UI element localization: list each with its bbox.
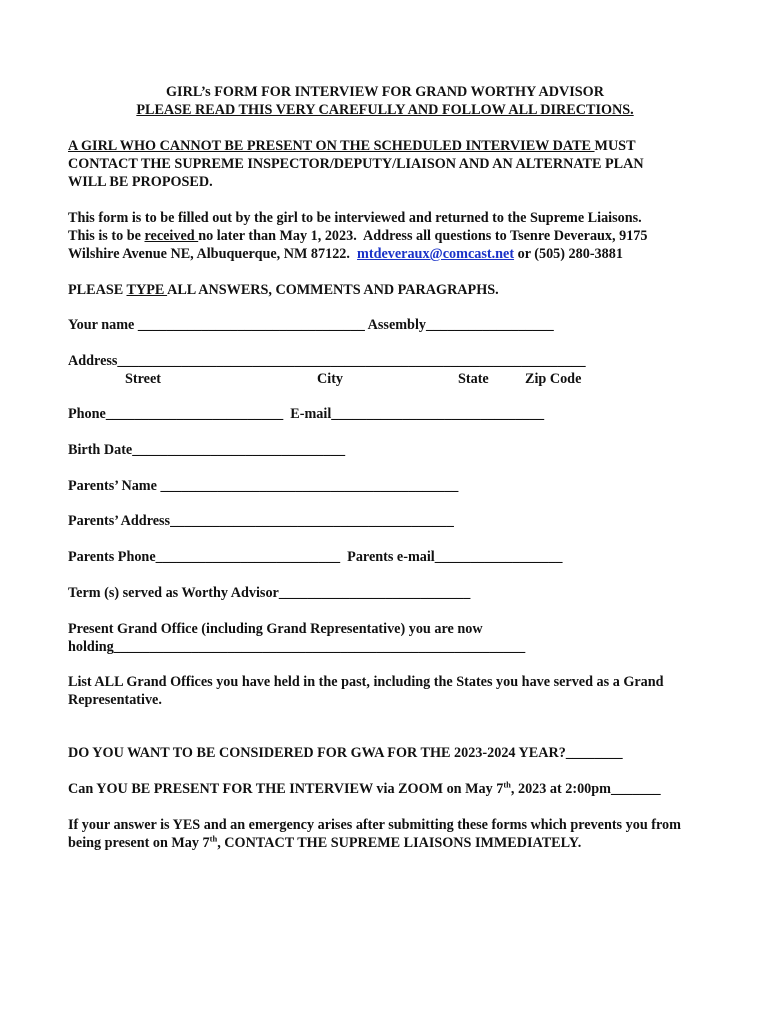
instructions-line-3 xyxy=(68,245,623,263)
instructions-line-2 xyxy=(68,227,648,245)
address-zip-label: Zip Code xyxy=(525,371,582,387)
phone-email-field[interactable]: Phone_________________________ E-mail______________________________ xyxy=(68,406,545,422)
present-office-field[interactable]: holding__________________________________________________________ xyxy=(68,639,526,655)
type-underlined: TYPE xyxy=(126,282,168,298)
emergency-note-1: If your answer is YES and an emergency arises after submitting these forms which prevents you from xyxy=(68,817,681,833)
ordinal-suffix: th xyxy=(209,833,218,844)
zoom-question-text: , 2023 at 2:00pm_______ xyxy=(510,781,661,797)
emergency-note-2 xyxy=(68,834,581,852)
instructions-text: Wilshire Avenue NE, Albuquerque, NM 87122. xyxy=(68,246,358,262)
notice-line-2: CONTACT THE SUPREME INSPECTOR/DEPUTY/LIAISON AND AN ALTERNATE PLAN xyxy=(68,156,644,172)
notice-rest: MUST xyxy=(594,138,636,154)
notice-underlined: A GIRL WHO CANNOT BE PRESENT ON THE SCHEDULED INTERVIEW DATE xyxy=(68,138,595,154)
address-street-label: Street xyxy=(125,371,161,387)
instructions-line-1: This form is to be filled out by the girl to be interviewed and returned to the Supreme Liaisons. xyxy=(68,210,642,226)
notice-line-3: WILL BE PROPOSED. xyxy=(68,174,213,190)
address-state-label: State xyxy=(458,371,489,387)
instructions-text: or (505) 280-3881 xyxy=(514,246,623,262)
parents-address-field[interactable]: Parents’ Address________________________________________ xyxy=(68,513,454,529)
address-field[interactable]: Address__________________________________________________________________ xyxy=(68,353,586,369)
present-office-label: Present Grand Office (including Grand Representative) you are now xyxy=(68,621,483,637)
notice-line-1 xyxy=(68,137,636,155)
parents-phone-email-field[interactable]: Parents Phone__________________________ Parents e-mail__________________ xyxy=(68,549,563,565)
zoom-question[interactable] xyxy=(68,780,661,798)
past-offices-label-2: Representative. xyxy=(68,692,162,708)
type-note-text: PLEASE xyxy=(68,282,127,298)
type-note xyxy=(68,281,499,299)
birth-date-field[interactable]: Birth Date______________________________ xyxy=(68,442,346,458)
instructions-text: no later than May 1, 2023. Address all questions to Tsenre Deveraux, 9175 xyxy=(198,228,648,244)
gwa-question[interactable]: DO YOU WANT TO BE CONSIDERED FOR GWA FOR THE 2023-2024 YEAR?________ xyxy=(68,745,623,761)
zoom-question-text: Can YOU BE PRESENT FOR THE INTERVIEW via ZOOM on May 7 xyxy=(68,781,504,797)
ordinal-suffix: th xyxy=(503,779,511,790)
name-assembly-field[interactable]: Your name ________________________________ Assembly__________________ xyxy=(68,317,554,333)
address-city-label: City xyxy=(317,371,344,387)
emergency-text: , CONTACT THE SUPREME LIAISONS IMMEDIATELY. xyxy=(217,835,582,851)
type-note-text: ALL ANSWERS, COMMENTS AND PARAGRAPHS. xyxy=(167,282,499,298)
received-underlined: received xyxy=(144,228,199,244)
parents-name-field[interactable]: Parents’ Name __________________________________________ xyxy=(68,478,459,494)
past-offices-label-1: List ALL Grand Offices you have held in the past, including the States you have served as a Grand xyxy=(68,674,664,690)
email-link[interactable]: mtdeveraux@comcast.net xyxy=(357,246,515,262)
term-served-field[interactable]: Term (s) served as Worthy Advisor___________________________ xyxy=(68,585,471,601)
form-subtitle: PLEASE READ THIS VERY CAREFULLY AND FOLLOW ALL DIRECTIONS. xyxy=(136,102,634,118)
form-title: GIRL’s FORM FOR INTERVIEW FOR GRAND WORTHY ADVISOR xyxy=(166,84,604,100)
emergency-text: being present on May 7 xyxy=(68,835,210,851)
instructions-text: This is to be xyxy=(68,228,145,244)
